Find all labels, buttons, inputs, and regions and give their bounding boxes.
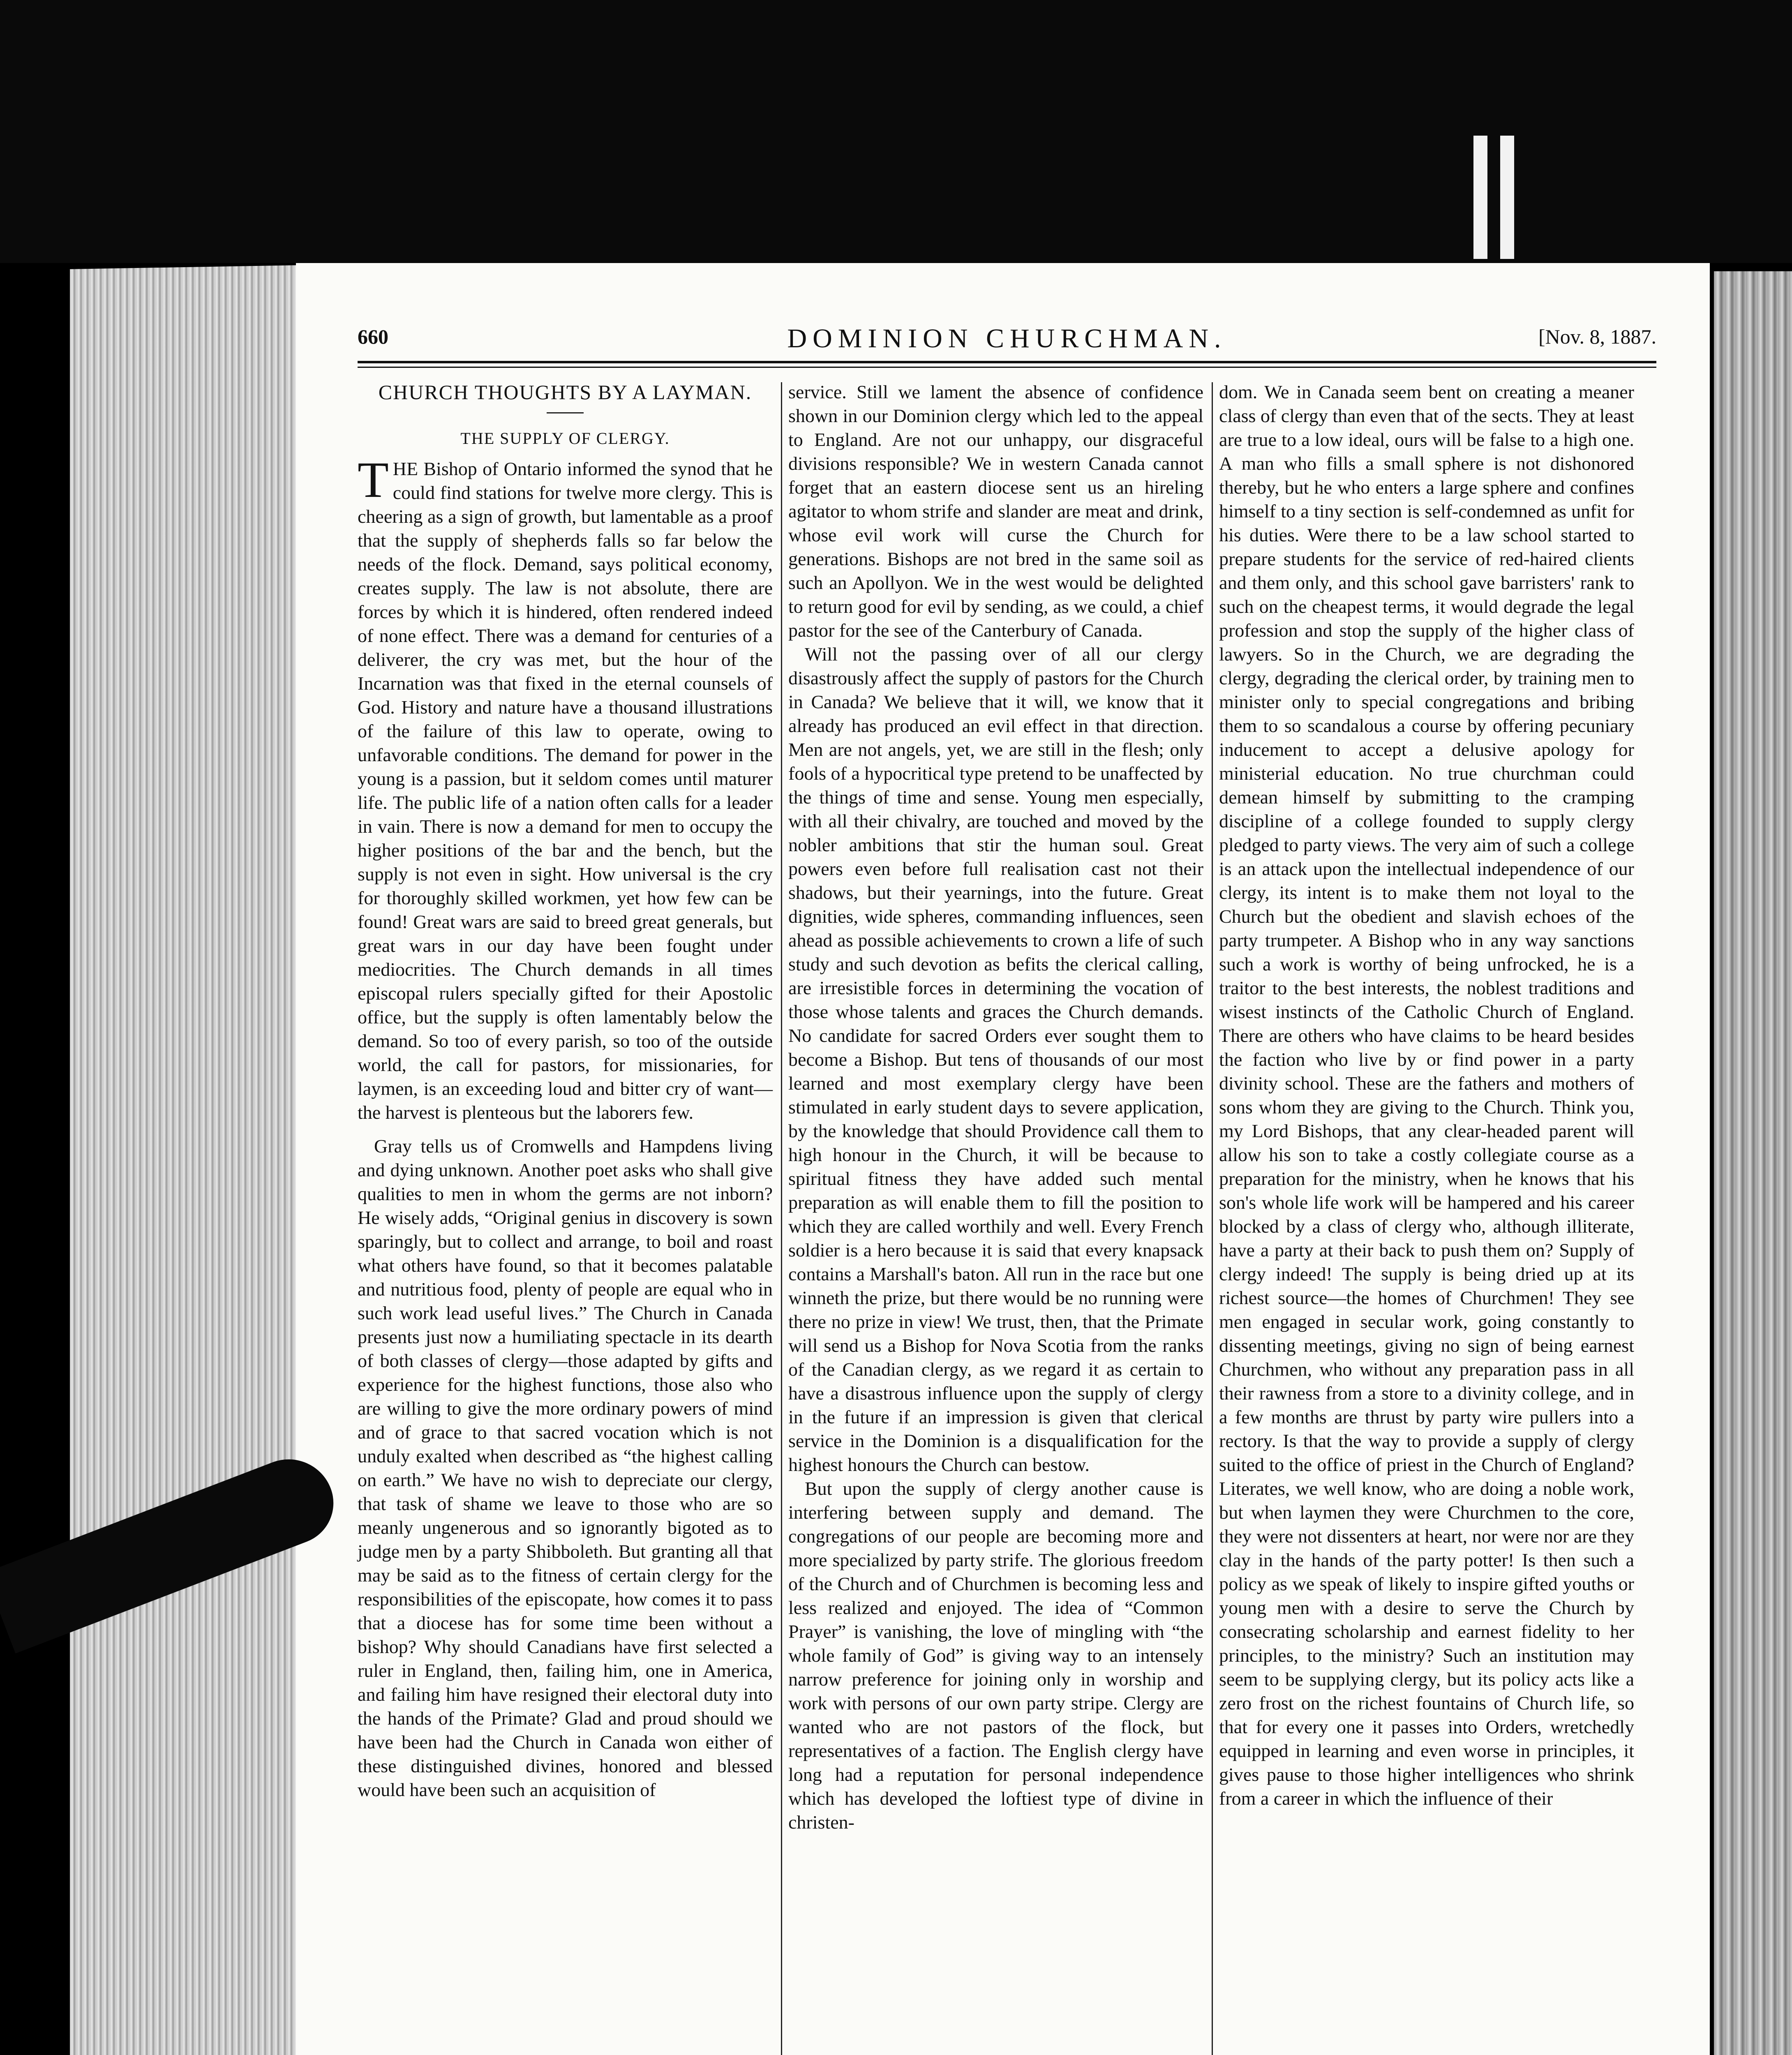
column-2 [788,380,1203,1834]
article-title: CHURCH THOUGHTS BY A LAYMAN. [378,381,752,404]
column-divider [1212,382,1213,2055]
drop-cap: T [358,452,389,508]
column-3 [1219,380,1634,1810]
registration-mark-right [1500,136,1514,259]
paragraph: Gray tells us of Cromwells and Hampdens living and dying unknown. Another poet asks who shall give qualities to men in whom the germs are not inborn? He wisely adds, “Original genius in discovery is sown sparingly, but to collect and arrange, to boil and roast what others have found, so that it becomes palatable and nutritious food, plenty of people are equal who in such work lead useful lives.” The Church in Canada presents just now a humiliating spectacle in its dearth of both classes of clergy—those adapted by gifts and experience for the highest functions, those also who are willing to give the more ordinary powers of mind and of grace to that sacred vocation which is not unduly exalted when described as “the highest calling on earth.” We have no wish to depreciate our clergy, that task of shame we leave to those who are so meanly ungenerous and so ignorantly bigoted as to judge men by a party Shibboleth. But granting all that may be said as to the fitness of certain clergy for the responsibilities of the episcopate, how comes it to pass that a diocese has for some time been without a bishop? Why should Canadians have first selected a ruler in England, then, failing him, one in America, and failing him have resigned their electoral duty into the hands of the Primate? Glad and proud should we have been had the Church in Canada won either of these distinguished divines, honored and blessed would have been such an acquisition of [358,1136,773,1800]
journal-title: DOMINION CHURCHMAN. [787,323,1227,353]
book-page-edges [70,265,300,2055]
header-rule-thin [358,367,1656,368]
column-1 [358,380,773,1802]
paragraph: Will not the passing over of all our clergy disastrously affect the supply of pastors for the Church in Canada? We believe that it will, we know that it already has produced an evil effect in that direction. Men are not angels, yet, we are still in the flesh; only fools of a hypocritical type pretend to be unaffected by the things of time and sense. Young men especially, with all their chivalry, are touched and moved by the nobler ambitions that stir the human soul. Great powers even before full realisation cast not their shadows, but their yearnings, into the future. Great dignities, wide spheres, commanding influences, seen ahead as possible achievements to crown a life of such study and such devotion as befits the clerical calling, are irresistible forces in determining the vocation of those whose talents and graces the Church demands. No candidate for sacred Orders ever sought them to become a Bishop. But tens of thousands of our most learned and most exemplary clergy have been stimulated in early student days to severe application, by the knowledge that should Providence call them to high honour in the Church, it will be because to spiritual fitness they have added such mental preparation as will enable them to fill the position to which they are called worthily and well. Every French soldier is a hero because it is said that every knapsack contains a Marshall's baton. All run in the race but one winneth the prize, but there would be no running were there no prize in view! We trust, then, that the Primate will send us a Bishop for Nova Scotia from the ranks of the Canadian clergy, as we regard it as certain to have a disastrous influence upon the supply of clergy in the future if an impression is given that clerical service in the Dominion is a disqualification for the highest honours the Church can bestow. [788,644,1203,1475]
document-page [296,263,1710,2055]
paragraph: dom. We in Canada seem bent on creating a meaner class of clergy than even that of the sects. They at least are true to a low ideal, ours will be false to a high one. A man who fills a small sphere is not dishonored thereby, but he who enters a large sphere and confines himself to a tiny section is self-condemned as unfit for his duties. Were there to be a law school started to prepare students for the service of red-haired clients and them only, and this school gave barristers' rank to such on the cheapest terms, it would degrade the legal profession and stop the supply of the higher class of lawyers. So in the Church, we are degrading the clergy, degrading the clerical order, by training men to minister only to special congregations and bribing them to so scandalous a course by offering pecuniary inducement to accept a delusive apology for ministerial education. No true churchman could demean himself by submitting to the cramping discipline of a college founded to supply clergy pledged to party views. The very aim of such a college is an attack upon the intellectual independence of our clergy, its intent is to make them not loyal to the Church but the obedient and slavish echoes of the party trumpeter. A Bishop who in any way sanctions such a work is worthy of being unfrocked, he is a traitor to the best interests, the noblest traditions and wisest instincts of the Catholic Church of England. There are others who have claims to be heard besides the faction who live by or find power in a party divinity school. These are the fathers and mothers of sons whom they are giving to the Church. Think you, my Lord Bishops, that any clear-headed parent will allow his son to take a costly collegiate course as a preparation for the ministry, when he knows that his son's whole life work will be hampered and his career blocked by a class of clergy who, although illiterate, have a party at their back to push them on? Supply of clergy indeed! The supply is being dried up at its richest source—the homes of Churchmen! They see men engaged in secular work, going constantly to dissenting meetings, giving no sign of being earnest Churchmen, who without any preparation pass in all their rawness from a store to a divinity college, and in a few months are thrust by party wire pullers into a rectory. Is that the way to provide a supply of clergy suited to the office of priest in the Church of England? Literates, we well know, who are doing a noble work, but when laymen they were Churchmen to the core, they were not dissenters at heart, nor were nor are they clay in the hands of the party potter! Is then such a policy as we speak of likely to inspire gifted youths or young men with a desire to serve the Church by consecrating scholarship and earnest fidelity to her principles, to the ministry? Such an institution may seem to be supplying clergy, but its policy acts like a zero frost on the richest fountains of Church life, so that for every one it passes into Orders, wretchedly equipped in learning and even worse in principles, it gives pause to those higher intelligences who shrink from a career in which the influence of their [1219,381,1634,1809]
paragraph [358,452,773,1124]
paragraph: service. Still we lament the absence of confidence shown in our Dominion clergy which led to the appeal to England. Are not our unhappy, our disgraceful divisions responsible? We in western Canada cannot forget that an eastern diocese sent us an hireling agitator to whom strife and slander are meat and drink, whose evil work will curse the Church for generations. Bishops are not bred in the same soil as such an Apollyon. We in the west would be delighted to return good for evil by sending, as we could, a chief pastor for the see of the Canterbury of Canada. [788,381,1203,641]
scanner-background-top [0,0,1792,263]
page-header [358,325,1656,362]
paragraph: But upon the supply of clergy another cause is interfering between supply and demand. The congregations of our people are becoming more and more specialized by party strife. The glorious freedom of the Church and of Churchmen is becoming less and less realized and enjoyed. The idea of “Common Prayer” is vanishing, the love of mingling with “the whole family of God” is giving way to an intensely narrow preference for joining only in worship and work with persons of our own party stripe. Clergy are wanted who are not pastors of the flock, but representatives of a faction. The English clergy have long had a reputation for personal independence which has developed the loftiest type of divine in christen- [788,1478,1203,1833]
paragraph-gap [358,1124,773,1134]
header-rule [358,361,1656,363]
article-subtitle: THE SUPPLY OF CLERGY. [460,429,670,448]
title-divider [547,412,584,413]
registration-mark-left [1473,136,1487,259]
paragraph-text: HE Bishop of Ontario informed the synod that he could find stations for twelve more clergy. This is cheering as a sign of growth, but lamentable as a proof that the supply of shepherds falls so far below the needs of the flock. Demand, says political economy, creates supply. The law is not absolute, there are forces by which it is hindered, often rendered indeed of none effect. There was a demand for centuries of a deliverer, the cry was met, but the hour of the Incarnation was that fixed in the eternal counsels of God. History and nature have a thousand illustrations of the failure of this law to operate, owing to unfavorable conditions. The demand for power in the young is a passion, but it seldom comes until maturer life. The public life of a nation often calls for a leader in vain. There is now a demand for men to occupy the higher positions of the bar and the bench, but the supply is not even in sight. How universal is the cry for thoroughly skilled workmen, yet how few can be found! Great wars are said to breed great generals, but great wars in our day have been fought under mediocrities. The Church demands in all times episcopal rulers specially gifted for their Apostolic office, but the supply is often lamentably below the demand. So too of every parish, so too of the outside world, the call for pastors, for missionaries, for laymen, is an exceeding loud and bitter cry of want—the harvest is plenteous but the laborers few. [358,458,773,1123]
page-number: 660 [358,325,388,348]
issue-date: [Nov. 8, 1887. [1538,325,1656,348]
column-divider [781,382,782,2055]
facing-page-edge [1714,271,1792,2055]
